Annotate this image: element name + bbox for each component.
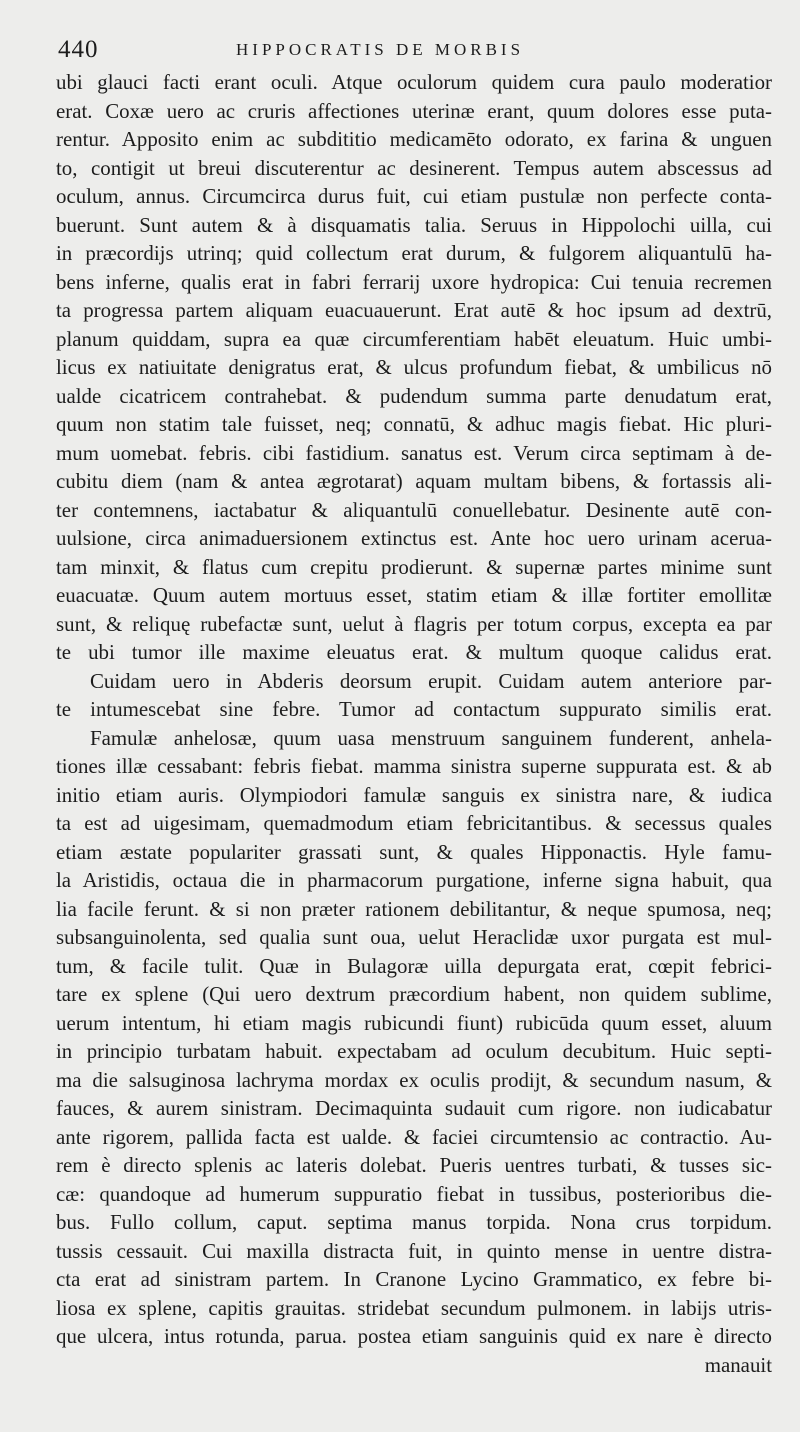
text-line: lia facile ferunt. & si non præter rationem debilitantur, & neque spumosa, neq; xyxy=(56,896,772,921)
text-line: ante rigorem, pallida facta est ualde. & faciei circumtensio ac contractio. Au- xyxy=(56,1124,772,1149)
catchword: manauit xyxy=(704,1352,772,1377)
text-line: uerum intentum, hi etiam magis rubicundi fiunt) rubicūda quum esset, aluum xyxy=(56,1010,772,1035)
text-line: te intumescebat sine febre. Tumor ad contactum suppurato similis erat. xyxy=(56,697,772,721)
text-body xyxy=(56,68,772,1351)
text-line: Famulæ anhelosæ, quum uasa menstruum sanguinem funderent, anhela- xyxy=(90,725,772,750)
text-line: liosa ex splene, capitis grauitas. stridebat secundum pulmonem. in labijs utris- xyxy=(56,1295,772,1320)
text-line: bens inferne, qualis erat in fabri ferrarij uxore hydropica: Cui tenuia recremen xyxy=(56,269,772,294)
text-line: in principio turbatam habuit. expectabam ad oculum decubitum. Huic septi- xyxy=(56,1039,772,1063)
text-line: ter contemnens, iactabatur & aliquantulū conuellebatur. Desinente autē con- xyxy=(56,497,772,522)
text-line: cubitu diem (nam & antea ægrotarat) aquam multam bibens, & fortassis ali- xyxy=(56,469,772,493)
text-line: tussis cessauit. Cui maxilla distracta fuit, in quinto mense in uentre distra- xyxy=(56,1238,772,1263)
text-line: erat. Coxæ uero ac cruris affectiones uterinæ erant, quum dolores esse puta- xyxy=(56,98,772,123)
text-line: tiones illæ cessabant: febris fiebat. mamma sinistra superne suppurata est. & ab xyxy=(56,754,772,778)
text-line: la Aristidis, octaua die in pharmacorum purgatione, inferne signa habuit, qua xyxy=(56,868,772,892)
text-line: cæ: quandoque ad humerum suppuratio fiebat in tussibus, posterioribus die- xyxy=(56,1181,772,1206)
page-header xyxy=(56,34,776,68)
text-line: subsanguinolenta, sed qualia sunt oua, uelut Heraclidæ uxor purgata est mul- xyxy=(56,925,772,949)
page-number: 440 xyxy=(58,36,99,63)
text-line: planum quiddam, supra ea quæ circumferentiam habēt eleuatum. Huic umbi- xyxy=(56,326,772,351)
text-line: ma die salsuginosa lachryma mordax ex oculis prodijt, & secundum nasum, & xyxy=(56,1067,772,1092)
text-line: licus ex natiuitate denigratus erat, & ulcus profundum fiebat, & umbilicus nō xyxy=(56,355,772,379)
text-line: Cuidam uero in Abderis deorsum erupit. Cuidam autem anteriore par- xyxy=(90,668,772,693)
text-line: te ubi tumor ille maxime eleuatus erat. & multum quoque calidus erat. xyxy=(56,640,772,664)
text-line: rem è directo splenis ac lateris dolebat. Pueris uentres turbati, & tusses sic- xyxy=(56,1153,772,1177)
text-line: fauces, & aurem sinistram. Decimaquinta sudauit cum rigore. non iudicabatur xyxy=(56,1096,772,1120)
text-line: mum uomebat. febris. cibi fastidium. sanatus est. Verum circa septimam à de- xyxy=(56,440,772,465)
text-line: bus. Fullo collum, caput. septima manus torpida. Nona crus torpidum. xyxy=(56,1210,772,1234)
text-line: rentur. Apposito enim ac subdititio medicamēto odorato, ex farina & unguen xyxy=(56,127,772,151)
text-line: sunt, & reliquę rubefactæ sunt, uelut à flagris per totum corpus, excepta ea par xyxy=(56,611,772,636)
text-line: uulsione, circa animaduersionem extinctus est. Ante hoc uero urinam aceruа- xyxy=(56,526,772,550)
text-line: tare ex splene (Qui uero dextrum præcordium habent, non quidem sublime, xyxy=(56,982,772,1006)
text-line: tam minxit, & flatus cum crepitu prodierunt. & supernæ partes minime sunt xyxy=(56,554,772,579)
text-line: ta progressa partem aliquam euacuauerunt. Erat autē & hoc ipsum ad dextrū, xyxy=(56,298,772,322)
text-line: in præcordijs utrinq; quid collectum erat durum, & fulgorem aliquantulū ha- xyxy=(56,241,772,265)
text-line: ualde cicatricem contrahebat. & pudendum summa parte denudatum erat, xyxy=(56,383,772,408)
text-line: buerunt. Sunt autem & à disquamatis talia. Seruus in Hippolochi uilla, cui xyxy=(56,212,772,237)
text-line: etiam æstate populariter grassati sunt, & quales Hipponactis. Hyle famu- xyxy=(56,839,772,864)
text-line: initio etiam auris. Olympiodori famulæ sanguis ex sinistra nare, & iudica xyxy=(56,782,772,807)
text-line: que ulcera, intus rotunda, parua. postea etiam sanguinis quid ex nare è directo xyxy=(56,1324,772,1348)
text-line: ta est ad uigesimam, quemadmodum etiam febricitantibus. & secessus quales xyxy=(56,811,772,835)
running-head: HIPPOCRATIS DE MORBIS xyxy=(236,40,525,59)
text-line: ubi glauci facti erant oculi. Atque oculorum quidem cura paulo moderatior xyxy=(56,70,772,94)
text-line: quum non statim tale fuisset, neq; connatū, & adhuc magis fiebat. Hic pluri- xyxy=(56,412,772,436)
text-line: cta erat ad sinistram partem. In Cranone Lycino Grammatico, ex febre bi- xyxy=(56,1267,772,1291)
text-line: tum, & facile tulit. Quæ in Bulagoræ uilla depurgata erat, cœpit febrici- xyxy=(56,953,772,978)
text-line: to, contigit ut breui discuterentur ac desinerent. Tempus autem abscessus ad xyxy=(56,155,772,180)
text-line: oculum, annus. Circumcirca durus fuit, cui etiam pustulæ non perfecte conta- xyxy=(56,184,772,208)
text-line: euacuatæ. Quum autem mortuus esset, statim etiam & illæ fortiter emollitæ xyxy=(56,583,772,607)
